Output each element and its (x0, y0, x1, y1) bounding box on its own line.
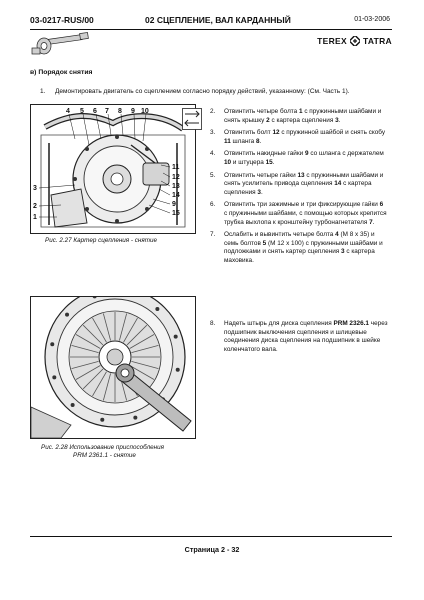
callout-10: 10 (141, 108, 149, 115)
step-text: Отвинтить накидные гайки 9 со шланга с держателем 10 и штуцера 15. (224, 150, 384, 166)
pressure-plate-drawing (31, 297, 195, 438)
callout-2: 2 (33, 203, 37, 210)
rim-bolt (50, 342, 54, 346)
rim-bolt (176, 368, 180, 372)
step-4 (210, 150, 388, 167)
callout-11: 11 (172, 164, 180, 171)
step-number: 6. (210, 201, 216, 209)
rim-bolt (52, 375, 56, 379)
step-number: 8. (210, 320, 216, 327)
step-text: Ослабить и вывинтить четыре болта 4 (M 8 x 35) и семь болтов 5 (M 12 x 100) с пружинными шайбами и подложками и снять картер сцепления 3 с картера маховика. (224, 231, 383, 264)
step-number: 2. (210, 108, 216, 115)
callout-4: 4 (66, 108, 70, 115)
figure2-caption (41, 444, 164, 461)
step-text: Демонтировать двигатель со сцеплением согласно порядку действий, указанному: (См. Часть 1). (55, 88, 350, 95)
step-number: 5. (210, 171, 216, 179)
service-icon (182, 108, 202, 130)
figure-clutch-housing (30, 104, 196, 234)
step-number: 4. (210, 150, 216, 158)
rim-bolt (100, 418, 104, 422)
step-1 (40, 87, 395, 96)
step-6 (210, 201, 388, 227)
step-7 (210, 231, 388, 265)
rim-bolt (71, 403, 75, 407)
rim-bolt (155, 307, 159, 311)
callout-15: 15 (172, 210, 180, 217)
callout-8: 8 (118, 108, 122, 115)
brand-logo (317, 36, 392, 46)
callout-12: 12 (172, 174, 180, 181)
figure-pressure-plate (30, 296, 196, 439)
footer-rule (30, 536, 392, 537)
step-8 (210, 320, 388, 354)
callout-1: 1 (33, 214, 37, 221)
clutch-housing-drawing (31, 105, 195, 233)
figure2-caption-line1: Рис. 2.28 Использование приспособления (41, 444, 164, 451)
step-number: 7. (210, 231, 216, 239)
steps-list-lower (210, 320, 388, 354)
callout-3: 3 (33, 185, 37, 192)
callout-6: 6 (93, 108, 97, 115)
page-number: Страница 2 - 32 (184, 545, 240, 554)
callout-13: 13 (172, 183, 180, 190)
rim-bolt (174, 335, 178, 339)
step-text: Отвинтить три зажимные и три фиксирующие гайки 6 с пружинными шайбами, с помощью которых крепится трубка выхлопа к кронштейну турбонагнетателя 7. (224, 201, 387, 226)
step-text: Отвинтить болт 12 с пружинной шайбой и снять скобу 11 шланга 8. (224, 129, 386, 145)
logo-text-terex: TEREX (317, 36, 347, 46)
step-text: Отвинтить четыре гайки 13 с пружинными шайбами и снять усилитель привода сцепления 14 с картера сцепления 3. (224, 171, 384, 196)
rim-bolt (65, 313, 69, 317)
step-2 (210, 108, 388, 125)
figure2-caption-line2: PRM 2361.1 - снятие (73, 452, 136, 460)
rim-bolt (133, 416, 137, 420)
callout-5: 5 (80, 108, 84, 115)
document-date: 01-03-2006 (354, 16, 390, 23)
logo-text-tatra: TATRA (362, 36, 392, 46)
section-title: в) Порядок снятия (30, 69, 93, 76)
callout-7: 7 (105, 108, 109, 115)
callout-9: 9 (131, 108, 135, 115)
step-text: Отвинтить четыре болта 1 с пружинными шайбами и снять крышку 2 с картера сцепления 3. (224, 108, 382, 124)
step-number: 3. (210, 129, 216, 137)
callout-9b: 9 (172, 201, 176, 208)
document-code: 03-0217-RUS/00 (30, 15, 94, 25)
driveshaft-illustration (30, 30, 92, 58)
callout-14: 14 (172, 192, 180, 199)
step-3 (210, 129, 388, 146)
steps-list-upper (210, 108, 388, 270)
chapter-title: 02 СЦЕПЛЕНИЕ, ВАЛ КАРДАННЫЙ (145, 15, 291, 25)
step-text: Надеть штырь для диска сцепления PRM 2326.1 через подшипник выключения сцепления и шлицевые соединения диска сцепления на подшипник в шейке коленчатого вала. (224, 320, 388, 353)
logo-mark-icon (350, 36, 360, 46)
step-5 (210, 172, 388, 198)
step-number: 1. (40, 88, 46, 95)
figure1-caption: Рис. 2.27 Картер сцепления - снятие (45, 237, 157, 244)
